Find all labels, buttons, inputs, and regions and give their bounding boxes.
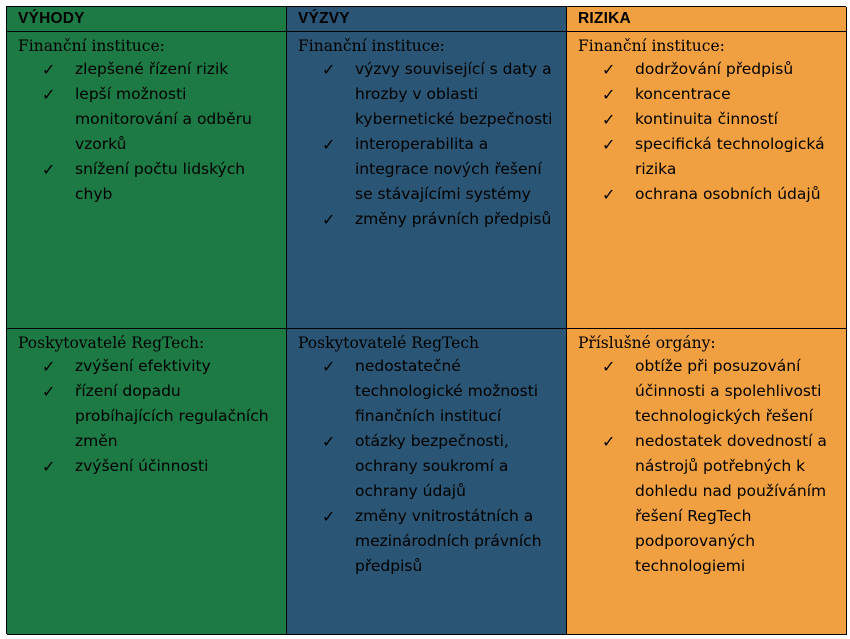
list-item [18,354,278,379]
section-label: Finanční instituce: [578,37,725,55]
list-item [578,182,838,207]
check-icon: ✓ [42,85,56,104]
section-label: Příslušné orgány: [578,334,716,352]
item-list [578,57,838,207]
check-icon: ✓ [602,185,616,204]
check-icon: ✓ [322,357,336,376]
list-item [18,82,278,157]
cell-benefits-row1 [7,32,287,329]
section-label: Finanční instituce: [18,37,165,55]
list-item [578,82,838,107]
list-item [18,157,278,207]
cell-challenges-row2 [287,329,567,635]
item-list [578,354,838,579]
list-item-text: zvýšení účinnosti [75,457,209,475]
check-icon: ✓ [322,432,336,451]
list-item-text: lepší možnosti monitorování a odběru vzorků [75,85,252,153]
cell-risks-row2 [567,329,847,635]
list-item-text: zlepšené řízení rizik [75,60,229,78]
header-benefits: VÝHODY [7,7,287,32]
cell-challenges-row1 [287,32,567,329]
item-list [18,57,278,207]
list-item [298,132,558,207]
check-icon: ✓ [602,110,616,129]
list-item [578,429,838,579]
item-list [18,354,278,479]
list-item-text: obtíže při posuzování účinnosti a spolehlivosti technologických řešení [635,357,822,425]
header-risks: RIZIKA [567,7,847,32]
list-item-text: otázky bezpečnosti, ochrany soukromí a ochrany údajů [355,432,509,500]
check-icon: ✓ [602,85,616,104]
header-challenges: VÝZVY [287,7,567,32]
check-icon: ✓ [322,60,336,79]
check-icon: ✓ [42,382,56,401]
check-icon: ✓ [42,457,56,476]
list-item-text: dodržování předpisů [635,60,794,78]
list-item [18,57,278,82]
check-icon: ✓ [322,210,336,229]
check-icon: ✓ [42,160,56,179]
check-icon: ✓ [42,357,56,376]
list-item-text: změny vnitrostátních a mezinárodních právních předpisů [355,507,542,575]
list-item-text: zvýšení efektivity [75,357,211,375]
check-icon: ✓ [602,357,616,376]
list-item-text: výzvy související s daty a hrozby v oblasti kybernetické bezpečnosti [355,60,553,128]
list-item-text: koncentrace [635,85,731,103]
check-icon: ✓ [602,135,616,154]
item-list [298,354,558,579]
check-icon: ✓ [322,507,336,526]
list-item [578,107,838,132]
list-item [18,379,278,454]
comparison-table [6,6,846,634]
list-item-text: nedostatečné technologické možnosti finančních institucí [355,357,539,425]
list-item [578,354,838,429]
list-item-text: řízení dopadu probíhajících regulačních změn [75,382,269,450]
cell-benefits-row2 [7,329,287,635]
item-list [298,57,558,232]
check-icon: ✓ [602,432,616,451]
list-item-text: nedostatek dovedností a nástrojů potřebných k dohledu nad používáním řešení RegTech podporovaných technologiemi [635,432,827,575]
list-item [298,354,558,429]
list-item [298,429,558,504]
check-icon: ✓ [42,60,56,79]
list-item-text: interoperabilita a integrace nových řešení se stávajícími systémy [355,135,542,203]
list-item-text: změny právních předpisů [355,210,552,228]
section-label: Finanční instituce: [298,37,445,55]
section-label: Poskytovatelé RegTech [298,334,479,352]
list-item [298,504,558,579]
section-label: Poskytovatelé RegTech: [18,334,205,352]
cell-risks-row1 [567,32,847,329]
list-item-text: ochrana osobních údajů [635,185,821,203]
list-item-text: specifická technologická rizika [635,135,825,178]
check-icon: ✓ [322,135,336,154]
list-item [298,207,558,232]
check-icon: ✓ [602,60,616,79]
list-item [18,454,278,479]
list-item-text: kontinuita činností [635,110,778,128]
list-item [578,57,838,82]
list-item [298,57,558,132]
list-item-text: snížení počtu lidských chyb [75,160,246,203]
list-item [578,132,838,182]
